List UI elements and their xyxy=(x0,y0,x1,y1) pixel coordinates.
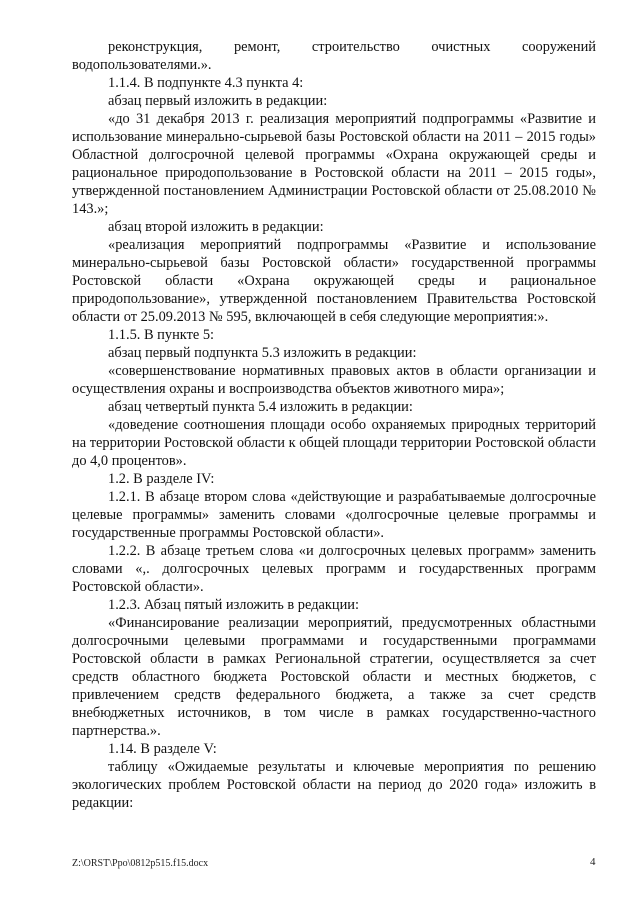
paragraph: абзац второй изложить в редакции: xyxy=(108,219,324,235)
paragraph: 1.1.5. В пункте 5: xyxy=(108,327,215,343)
paragraph: «реализация мероприятий подпрограммы «Развитие и использование минерально-сырьевой базы Ростовской области» государственной программы Ростовской области «Охрана окружающей среды и рациональное природопользование», утвержденной постановлением Правительства Ростовской области от 25.09.2013 № 595, включающей в себя следующие мероприятия:». xyxy=(72,237,596,325)
paragraph: «до 31 декабря 2013 г. реализация мероприятий подпрограммы «Развитие и использование минерально-сырьевой базы Ростовской области на 2011 – 2015 годы» Областной долгосрочной целевой программы «Охрана окружающей среды и рациональное природопользование в Ростовской области на 2011 – 2015 годы», утвержденной постановлением Администрации Ростовской области от 25.08.2010 № 143.»; xyxy=(72,111,596,217)
paragraph: абзац первый изложить в редакции: xyxy=(108,93,328,109)
paragraph: «Финансирование реализации мероприятий, предусмотренных областными долгосрочными целевыми программами и государственными программами Ростовской области в рамках Региональной стратегии, осуществляется за счет средств областного бюджета Ростовской области и местных бюджетов, с привлечением средств федерального бюджета, а также за счет средств внебюджетных источников, в том числе в рамках государственно-частного партнерства.». xyxy=(72,615,596,739)
document-body xyxy=(72,38,596,812)
paragraph: 1.14. В разделе V: xyxy=(108,741,217,757)
paragraph: реконструкция, ремонт, строительство очистных сооружений водопользователями.». xyxy=(72,39,596,73)
paragraph: 1.2. В разделе IV: xyxy=(108,471,215,487)
paragraph: 1.1.4. В подпункте 4.3 пункта 4: xyxy=(108,75,304,91)
page-number: 4 xyxy=(590,856,596,868)
paragraph: «совершенствование нормативных правовых актов в области организации и осуществления охраны и воспроизводства объектов животного мира»; xyxy=(72,363,596,397)
footer-file-path: Z:\ORST\Ppo\0812p515.f15.docx xyxy=(72,858,209,869)
paragraph: абзац первый подпункта 5.3 изложить в редакции: xyxy=(108,345,417,361)
paragraph: таблицу «Ожидаемые результаты и ключевые мероприятия по решению экологических проблем Ростовской области на период до 2020 года» изложить в редакции: xyxy=(72,759,596,811)
paragraph: абзац четвертый пункта 5.4 изложить в редакции: xyxy=(108,399,413,415)
paragraph: 1.2.1. В абзаце втором слова «действующие и разрабатываемые долгосрочные целевые программы» заменить словами «долгосрочные целевые программы и государственные программы Ростовской области». xyxy=(72,489,596,541)
paragraph: 1.2.2. В абзаце третьем слова «и долгосрочных целевых программ» заменить словами «,. долгосрочных целевых программ и государственных программ Ростовской области». xyxy=(72,543,596,595)
paragraph: «доведение соотношения площади особо охраняемых природных территорий на территории Ростовской области к общей площади территории Ростовской области до 4,0 процентов». xyxy=(72,417,596,469)
paragraph: 1.2.3. Абзац пятый изложить в редакции: xyxy=(108,597,359,613)
